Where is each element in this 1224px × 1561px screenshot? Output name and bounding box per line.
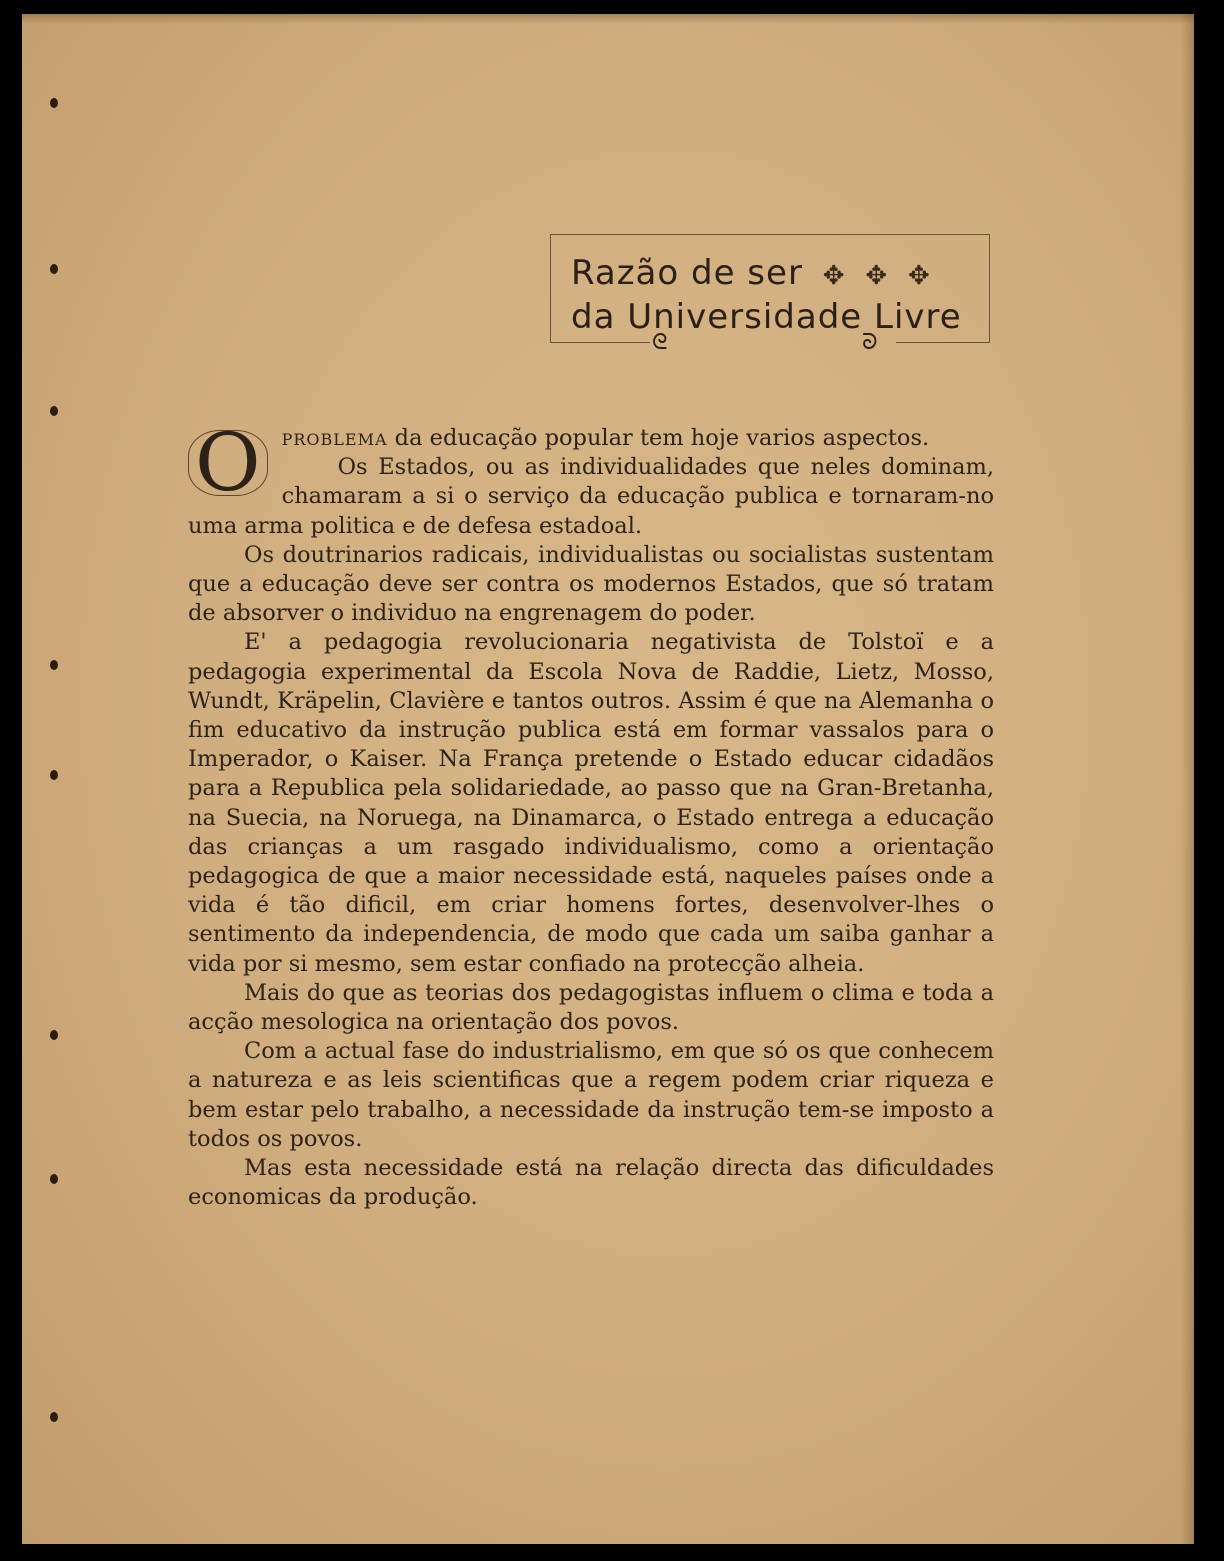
page-shadow-top (22, 14, 1194, 24)
title-line-1 (571, 253, 931, 293)
quatrefoil-flower-icon: ✥ (907, 261, 931, 291)
binding-mark (50, 1030, 58, 1040)
paragraph-3: Os doutrinarios radicais, individualistas ou socialistas sustentam que a educação deve ser contra os modernos Estados, que só tratam de absorver o individuo na engrenagem do poder. (188, 541, 994, 627)
scroll-curl-icon: ᘓ (652, 330, 668, 355)
page-shadow-right (1180, 14, 1194, 1544)
paragraph-6: Com a actual fase do industrialismo, em que só os que conhecem a natureza e as leis scientificas que a regem podem criar riqueza e bem estar pelo trabalho, a necessidade da instrução tem-se imposto a todos os povos. (188, 1038, 994, 1152)
paragraph-2: Os Estados, ou as individualidades que neles dominam, chamaram a si o serviço da educação publica e tornaram-no uma arma politica e de defesa estadoal. (188, 454, 994, 539)
title-base-ornament (550, 330, 990, 362)
paragraph-7: Mas esta necessidade está na relação directa das dificuldades economicas da produção. (188, 1155, 994, 1211)
title-text-1: Razão de ser (571, 253, 803, 293)
title-line-2 (571, 297, 962, 337)
binding-mark (50, 98, 58, 108)
scroll-curl-icon: ᘐ (862, 330, 878, 355)
smallcaps-word: problema (281, 425, 388, 451)
paragraph-1-text: da educação popular tem hoje varios aspectos. (387, 425, 930, 451)
binding-mark (50, 1412, 58, 1422)
binding-mark (50, 406, 58, 416)
page (22, 14, 1194, 1544)
drop-cap: O (188, 430, 268, 496)
quatrefoil-flower-icon: ✥ (865, 261, 889, 291)
paragraph-4: E' a pedagogia revolucionaria negativista de Tolstoï e a pedagogia experimental da Escola Nova de Raddie, Lietz, Mosso, Wundt, Kräpelin, Clavière e tantos outros. Assim é que na Alemanha o fim educativo da instrução publica está em formar vassalos para o Imperador, o Kaiser. Na França pretende o Estado educar cidadãos para a Republica pela solidariedade, ao passo que na Gran-Bretanha, na Suecia, na Noruega, na Dinamarca, o Estado entrega a educação das crianças a um rasgado individualismo, como a orientação pedagogica de que a maior necessidade está, naqueles países onde a vida é tão dificil, em criar homens fortes, desenvolver-lhes o sentimento da independencia, de modo que cada um saiba ganhar a vida por si mesmo, sem estar confiado na protecção alheia. (188, 629, 994, 977)
binding-mark (50, 264, 58, 274)
title-rule-right (896, 342, 990, 343)
title-box (550, 234, 990, 343)
title-text-2: da Universidade Livre (571, 297, 962, 337)
binding-mark (50, 660, 58, 670)
binding-mark (50, 1174, 58, 1184)
body-text (188, 416, 994, 1212)
quatrefoil-flower-icon: ✥ (822, 261, 846, 291)
binding-mark (50, 770, 58, 780)
title-rule-left (550, 342, 650, 343)
paragraph-5: Mais do que as teorias dos pedagogistas influem o clima e toda a acção mesologica na orientação dos povos. (188, 979, 994, 1036)
